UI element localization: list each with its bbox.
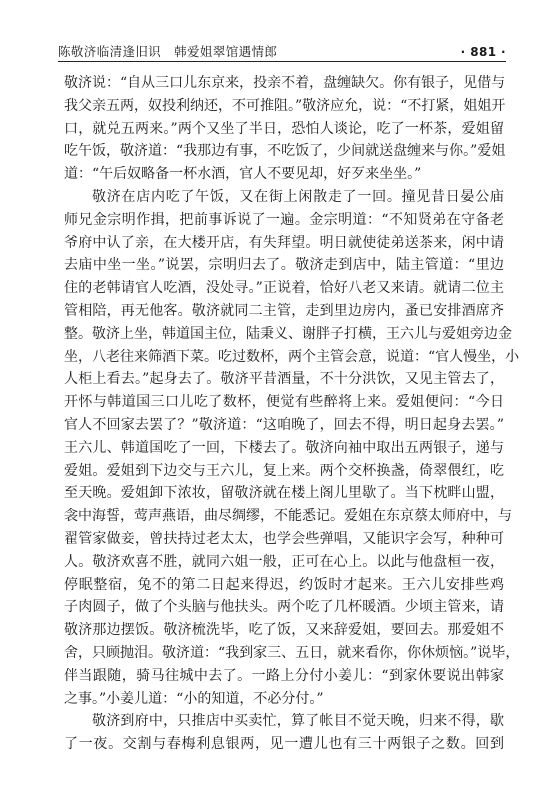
paragraph xyxy=(64,710,504,756)
text-line: 管相陪，再无他客。敬济就同二主管，走到里边房内，蚤已安排酒席齐 xyxy=(64,302,504,319)
text-line: 吃午饭，敬济道：“我那边有事，不吃饭了，少间就送盘缠来与你。”爱姐 xyxy=(64,143,506,160)
text-line: 了一夜。交割与春梅利息银两，见一遭儿也有三十两银子之数。回到 xyxy=(64,736,504,753)
text-line: 敬济那边摆饭。敬济梳洗毕，吃了饭，又来辞爱姐，要回去。那爱姐不 xyxy=(64,622,504,639)
text-line: 爷府中认了亲，在大楼开店，有失拜望。明日就使徒弟送茶来，闲中请 xyxy=(64,234,504,251)
text-line: 人柜上看去。”起身去了。敬济平昔酒量，不十分洪饮，又见主管去了， xyxy=(64,371,504,388)
text-line: 敬济说：“自从三口儿东京来，投亲不着，盘缠缺欠。你有银子，见借与 xyxy=(64,75,506,91)
text-line: 舍，只顾抛泪。敬济道：“我到家三、五日，就来看你，你休烦恼。”说毕， xyxy=(64,644,520,661)
paragraph xyxy=(64,186,520,710)
text-line: 停眠整宿，兔不的第二日起来得迟，约饭时才起来。王六儿安排些鸡 xyxy=(64,576,504,593)
text-line: 师兄金宗明作揖，把前事诉说了一遍。金宗明道：“不知贤弟在守备老 xyxy=(64,211,504,228)
text-line: 子肉圆子，做了个头脑与他扶头。两个吃了几杯暖酒。少顷主管来，请 xyxy=(64,599,504,616)
text-line: 道：“午后奴略备一杯水酒，官人不要见却，好歹来坐坐。” xyxy=(64,166,422,183)
text-line: 开怀与韩道国三口儿吃了数杯，便觉有些醉将上来。爱姐便问：“今日 xyxy=(64,394,504,411)
text-line: 人。敬济欢喜不胜，就同六姐一般，正可在心上。以此与他盘桓一夜， xyxy=(64,553,504,570)
text-line: 我父亲五两，奴投利纳还，不可推阻。”敬济应允，说：“不打紧，姐姐开 xyxy=(64,97,506,114)
text-line: 官人不回家去罢了？”敬济道：“这咱晚了，回去不得，明日起身去罢。” xyxy=(64,416,504,433)
text-line: 整。敬济上坐，韩道国主位，陆秉义、谢胖子打横，王六儿与爱姐旁边金 xyxy=(64,325,512,342)
text-line: 至天晚。爱姐卸下浓妆，留敬济就在楼上阁儿里歇了。当下枕畔山盟， xyxy=(64,485,504,502)
text-line: 伴当跟随，骑马往城中去了。一路上分付小姜儿：“到家休要说出韩家 xyxy=(64,667,504,684)
paragraph xyxy=(64,72,504,186)
header-rule xyxy=(58,61,506,62)
text-line: 去庙中坐一坐。”说罢，宗明归去了。敬济走到店中，陆主管道：“里边 xyxy=(64,257,504,274)
body-text xyxy=(64,72,520,756)
text-line: 衾中海誓，莺声燕语，曲尽绸缪，不能悉记。爱姐在东京蔡太师府中，与 xyxy=(64,508,512,525)
text-line: 坐，八老往来筛酒下菜。吃过数杯，两个主管会意，说道：“官人慢坐，小 xyxy=(64,348,520,365)
text-line: 翟管家做妾，曾扶持过老太太，也学会些弹唱，又能识字会写，种种可 xyxy=(64,530,504,547)
text-line: 之事。”小姜儿道：“小的知道，不必分付。” xyxy=(64,690,324,707)
running-header xyxy=(58,40,506,60)
text-line: 住的老韩请官人吃酒，没处寻。”正说着，恰好八老又来请。就请二位主 xyxy=(64,280,504,297)
text-line: 敬济在店内吃了午饭，又在街上闲散走了一回。撞见昔日晏公庙 xyxy=(92,188,504,205)
text-line: 敬济到府中，只推店中买卖忙，算了帐目不觉天晚，归来不得，歇 xyxy=(92,713,504,730)
text-line: 爱姐。爱姐到下边交与王六儿，复上来。两个交杯换盏，倚翠偎红，吃 xyxy=(64,462,504,479)
page-number: · 881 · xyxy=(460,45,506,59)
text-line: 王六儿、韩道国吃了一回，下楼去了。敬济向袖中取出五两银子，递与 xyxy=(64,439,504,456)
text-line: 口，就兑五两来。”两个又坐了半日，恐怕人谈论，吃了一杯茶，爱姐留 xyxy=(64,120,504,137)
chapter-title: 陈敬济临清逢旧识 韩爱姐翠馆遇情郎 xyxy=(58,44,278,59)
